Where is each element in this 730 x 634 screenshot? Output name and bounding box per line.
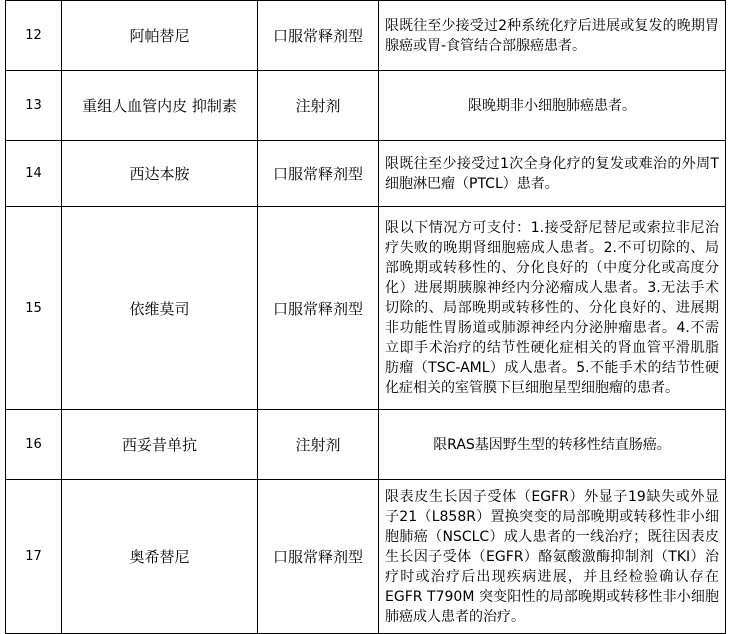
dosage-form: 口服常释剂型 xyxy=(258,141,379,207)
row-number: 13 xyxy=(6,71,62,141)
drug-table xyxy=(5,0,726,634)
table-row xyxy=(6,410,726,480)
dosage-form: 口服常释剂型 xyxy=(258,1,379,71)
row-number: 17 xyxy=(6,480,62,634)
dosage-form: 口服常释剂型 xyxy=(258,480,379,634)
table-row xyxy=(6,480,726,634)
restriction-text: 限既往至少接受过1次全身化疗的复发或难治的外周T细胞淋巴瘤（PTCL）患者。 xyxy=(379,141,726,207)
dosage-form: 注射剂 xyxy=(258,71,379,141)
restriction-text: 限晚期非小细胞肺癌患者。 xyxy=(379,71,726,141)
restriction-text: 限表皮生长因子受体（EGFR）外显子19缺失或外显子21（L858R）置换突变的局部晚期或转移性非小细胞肺癌（NSCLC）成人患者的一线治疗；既往因表皮生长因子受体（EGFR）酪氨酸激酶抑制剂（TKI）治疗时或治疗后出现疾病进展，并且经检验确认存在EGFR T790M 突变阳性的局部晚期或转移性非小细胞肺癌成人患者的治疗。 xyxy=(379,480,726,634)
dosage-form: 口服常释剂型 xyxy=(258,207,379,410)
row-number: 14 xyxy=(6,141,62,207)
dosage-form: 注射剂 xyxy=(258,410,379,480)
drug-name: 阿帕替尼 xyxy=(62,1,258,71)
row-number: 12 xyxy=(6,1,62,71)
drug-name: 西达本胺 xyxy=(62,141,258,207)
table-row xyxy=(6,141,726,207)
row-number: 15 xyxy=(6,207,62,410)
restriction-text: 限以下情况方可支付：1.接受舒尼替尼或索拉非尼治疗失败的晚期肾细胞癌成人患者。2.不可切除的、局部晚期或转移性的、分化良好的（中度分化或高度分化）进展期胰腺神经内分泌瘤成人患者。3.无法手术切除的、局部晚期或转移性的、分化良好的、进展期非功能性胃肠道或肺源神经内分泌肿瘤患者。4.不需立即手术治疗的结节性硬化症相关的肾血管平滑肌脂肪瘤（TSC-AML）成人患者。5.不能手术的结节性硬化症相关的室管膜下巨细胞星型细胞瘤的患者。 xyxy=(379,207,726,410)
drug-name: 重组人血管内皮 抑制素 xyxy=(62,71,258,141)
restriction-text: 限既往至少接受过2种系统化疗后进展或复发的晚期胃腺癌或胃-食管结合部腺癌患者。 xyxy=(379,1,726,71)
table-row xyxy=(6,1,726,71)
table-row xyxy=(6,71,726,141)
drug-name: 依维莫司 xyxy=(62,207,258,410)
table-row xyxy=(6,207,726,410)
drug-name: 西妥昔单抗 xyxy=(62,410,258,480)
restriction-text: 限RAS基因野生型的转移性结直肠癌。 xyxy=(379,410,726,480)
drug-name: 奥希替尼 xyxy=(62,480,258,634)
row-number: 16 xyxy=(6,410,62,480)
